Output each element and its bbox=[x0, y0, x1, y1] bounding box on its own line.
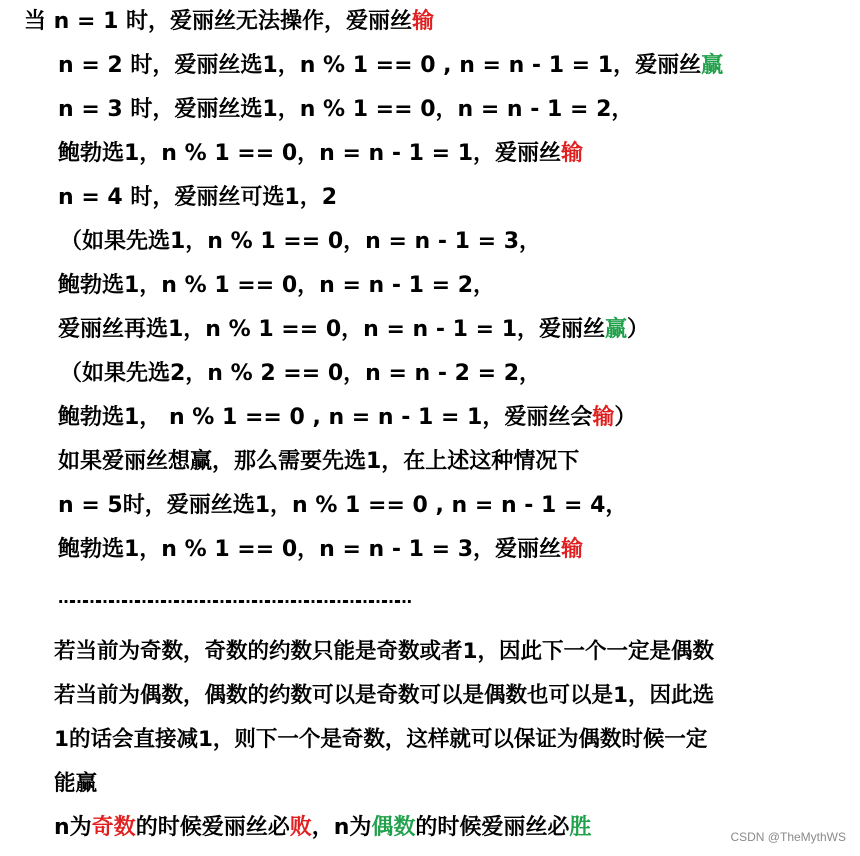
line-13 bbox=[58, 535, 583, 565]
line-12 bbox=[58, 491, 627, 521]
line-10 bbox=[58, 403, 636, 433]
line-tail: ） bbox=[614, 405, 637, 430]
line-text: 若当前为偶数，偶数的约数可以是奇数可以是偶数也可以是1，因此选 bbox=[54, 683, 714, 708]
result-win: 赢 bbox=[605, 317, 628, 342]
line-text: 若当前为奇数，奇数的约数只能是奇数或者1，因此下一个一定是偶数 bbox=[54, 639, 714, 664]
explain-even-end bbox=[54, 769, 97, 799]
line-5 bbox=[58, 183, 337, 213]
line-tail: ） bbox=[627, 317, 650, 342]
line-text: 如果爱丽丝想赢，那么需要先选1，在上述这种情况下 bbox=[58, 449, 580, 474]
line-text: 鲍勃选1，n % 1 == 0，n = n - 1 = 3，爱丽丝 bbox=[58, 537, 562, 562]
line-text: 1的话会直接减1，则下一个是奇数，这样就可以保证为偶数时候一定 bbox=[54, 727, 708, 752]
line-text: （如果先选2，n % 2 == 0，n = n - 2 = 2， bbox=[60, 361, 542, 386]
conclusion-line bbox=[54, 813, 591, 843]
result-lose: 输 bbox=[561, 141, 584, 166]
explain-even-cont bbox=[54, 725, 707, 755]
line-text: 鲍勃选1，n % 1 == 0，n = n - 1 = 2， bbox=[58, 273, 496, 298]
line-text: n = 2 时，爱丽丝选1，n % 1 == 0 , n = n - 1 = 1，爱丽丝 bbox=[58, 53, 702, 78]
conclusion-text: n为 bbox=[54, 815, 92, 840]
even-label: 偶数 bbox=[371, 815, 416, 840]
conclusion-text: ，n为 bbox=[311, 815, 372, 840]
line-text: 当 n = 1 时，爱丽丝无法操作，爱丽丝 bbox=[24, 9, 413, 34]
line-3 bbox=[58, 95, 633, 125]
result-win: 赢 bbox=[701, 53, 724, 78]
line-text: n = 5时，爱丽丝选1，n % 1 == 0 , n = n - 1 = 4， bbox=[58, 493, 628, 518]
win-label: 胜 bbox=[569, 815, 592, 840]
separator-dots: ……………………………………………………………………… bbox=[58, 588, 409, 607]
line-text: 爱丽丝再选1，n % 1 == 0，n = n - 1 = 1，爱丽丝 bbox=[58, 317, 606, 342]
csdn-watermark: CSDN @TheMythWS bbox=[730, 830, 846, 844]
line-7 bbox=[58, 271, 495, 301]
line-6 bbox=[60, 227, 541, 257]
line-text: 能赢 bbox=[54, 771, 98, 796]
result-lose: 输 bbox=[561, 537, 584, 562]
odd-label: 奇数 bbox=[91, 815, 136, 840]
line-text: （如果先选1，n % 1 == 0，n = n - 1 = 3， bbox=[60, 229, 542, 254]
line-1 bbox=[24, 7, 434, 37]
explain-even bbox=[54, 681, 714, 711]
conclusion-text: 的时候爱丽丝必 bbox=[135, 815, 290, 840]
lose-label: 败 bbox=[289, 815, 312, 840]
line-text: n = 3 时，爱丽丝选1，n % 1 == 0，n = n - 1 = 2， bbox=[58, 97, 634, 122]
line-2 bbox=[58, 51, 723, 81]
line-4 bbox=[58, 139, 583, 169]
line-text: 鲍勃选1，n % 1 == 0，n = n - 1 = 1，爱丽丝 bbox=[58, 141, 562, 166]
dotted-separator bbox=[58, 583, 409, 613]
line-9 bbox=[60, 359, 541, 389]
line-text: 鲍勃选1， n % 1 == 0 , n = n - 1 = 1，爱丽丝会 bbox=[58, 405, 593, 430]
explain-odd bbox=[54, 637, 714, 667]
line-8 bbox=[58, 315, 649, 345]
line-text: n = 4 时，爱丽丝可选1，2 bbox=[58, 185, 337, 210]
conclusion-text: 的时候爱丽丝必 bbox=[415, 815, 570, 840]
result-lose: 输 bbox=[592, 405, 615, 430]
result-lose: 输 bbox=[412, 9, 435, 34]
line-11 bbox=[58, 447, 579, 477]
